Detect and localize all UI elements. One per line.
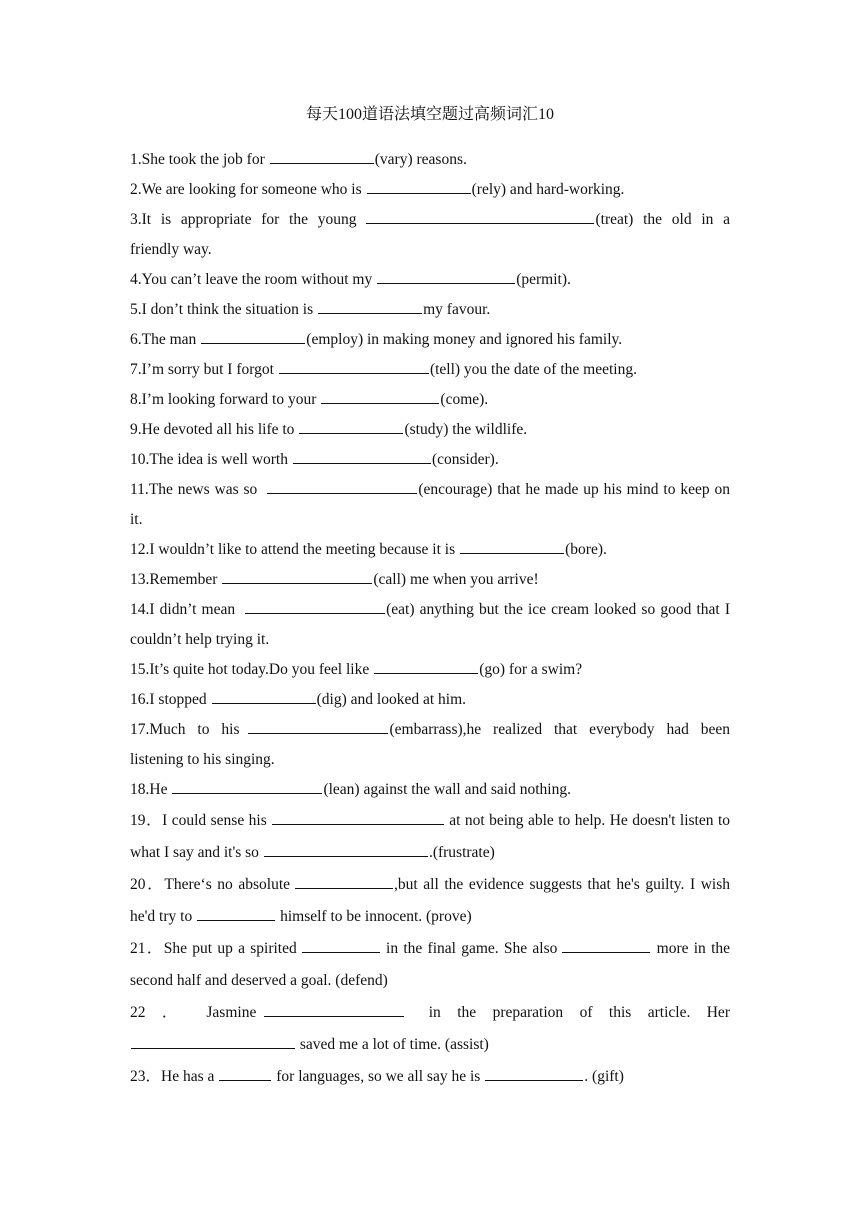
question-text: You can’t leave the room without my: [141, 271, 373, 288]
question-text: I wouldn’t like to attend the meeting because it is: [149, 541, 456, 558]
question-text: The man: [141, 331, 197, 348]
question-18: [130, 775, 730, 805]
question-text: (study) the wildlife.: [404, 421, 528, 438]
question-number: 7.: [130, 361, 142, 378]
question-text: We are looking for someone who is: [141, 181, 362, 198]
question-20: [130, 869, 730, 933]
question-number: 2.: [130, 181, 142, 198]
question-text: He: [149, 781, 168, 798]
question-number: 22 ．: [130, 1004, 190, 1021]
question-text: my favour.: [423, 301, 491, 318]
question-number: 14.: [130, 601, 150, 618]
question-13: [130, 565, 730, 595]
question-text: He has a: [161, 1068, 215, 1085]
question-text: It is appropriate for the young: [141, 211, 357, 228]
question-text: (bore).: [565, 541, 607, 558]
question-text: (go) for a swim?: [479, 661, 583, 678]
question-3: [130, 205, 730, 265]
question-8: [130, 385, 730, 415]
question-number: 5.: [130, 301, 142, 318]
answer-blank[interactable]: [197, 904, 275, 921]
answer-blank[interactable]: [245, 597, 385, 614]
question-text: I didn’t mean: [149, 601, 236, 618]
question-10: [130, 445, 730, 475]
question-number: 16.: [130, 691, 150, 708]
question-6: [130, 325, 730, 355]
question-text: (rely) and hard-working.: [471, 181, 625, 198]
question-15: [130, 655, 730, 685]
question-text: (employ) in making money and ignored his family.: [306, 331, 623, 348]
question-text: (call) me when you arrive!: [373, 571, 539, 588]
question-text: (vary) reasons.: [374, 151, 467, 168]
question-text: There‘s no absolute: [164, 876, 291, 893]
question-text: at not being able to help. He doesn't listen to what I say and it's so: [130, 812, 730, 861]
question-text: more in the second half and deserved a goal. (defend): [130, 940, 730, 989]
question-number: 20．: [130, 876, 165, 893]
answer-blank[interactable]: [321, 387, 439, 404]
answer-blank[interactable]: [248, 717, 388, 734]
question-list: [130, 145, 730, 1093]
question-text: .(frustrate): [428, 844, 495, 861]
question-22: [130, 997, 730, 1061]
question-text: She put up a spirited: [163, 940, 297, 957]
question-21: [130, 933, 730, 997]
question-16: [130, 685, 730, 715]
answer-blank[interactable]: [374, 657, 478, 674]
question-text: saved me a lot of time. (assist): [299, 1036, 489, 1053]
question-1: [130, 145, 730, 175]
page-title: 每天100道语法填空题过高频词汇10: [305, 106, 554, 123]
question-text: himself to be innocent. (prove): [280, 908, 472, 925]
question-text: (come).: [440, 391, 489, 408]
question-19: [130, 805, 730, 869]
answer-blank[interactable]: [212, 687, 316, 704]
question-7: [130, 355, 730, 385]
answer-blank[interactable]: [201, 327, 305, 344]
answer-blank[interactable]: [264, 1000, 404, 1017]
question-11: [130, 475, 730, 535]
question-text: I’m looking forward to your: [141, 391, 317, 408]
answer-blank[interactable]: [299, 417, 403, 434]
question-12: [130, 535, 730, 565]
answer-blank[interactable]: [485, 1064, 583, 1081]
question-text: . (gift): [584, 1068, 624, 1085]
answer-blank[interactable]: [460, 537, 564, 554]
question-text: Remember: [149, 571, 218, 588]
question-2: [130, 175, 730, 205]
question-number: 3.: [130, 211, 142, 228]
question-number: 1.: [130, 151, 142, 168]
answer-blank[interactable]: [366, 207, 594, 224]
question-text: in the final game. She also: [386, 940, 558, 957]
answer-blank[interactable]: [367, 177, 471, 194]
answer-blank[interactable]: [222, 567, 372, 584]
question-number: 11.: [130, 481, 149, 498]
question-text: (tell) you the date of the meeting.: [429, 361, 637, 378]
answer-blank[interactable]: [272, 808, 444, 825]
answer-blank[interactable]: [377, 267, 515, 284]
answer-blank[interactable]: [295, 872, 393, 889]
question-number: 13.: [130, 571, 150, 588]
question-text: Much to his: [149, 721, 240, 738]
question-number: 18.: [130, 781, 150, 798]
answer-blank[interactable]: [318, 297, 422, 314]
answer-blank[interactable]: [279, 357, 429, 374]
answer-blank[interactable]: [264, 840, 428, 857]
answer-blank[interactable]: [267, 477, 417, 494]
question-number: 19．: [130, 812, 163, 829]
question-text: ,but all the evidence suggests that he's guilty. I wish he'd try to: [130, 876, 730, 925]
question-number: 17.: [130, 721, 150, 738]
answer-blank[interactable]: [131, 1032, 295, 1049]
answer-blank[interactable]: [270, 147, 374, 164]
question-text: She took the job for: [141, 151, 265, 168]
answer-blank[interactable]: [302, 936, 380, 953]
question-text: (embarrass),he realized that everybody had been listening to his singing.: [130, 721, 730, 768]
question-23: [130, 1061, 730, 1093]
question-5: [130, 295, 730, 325]
question-text: (treat) the old in a friendly way.: [130, 211, 730, 258]
answer-blank[interactable]: [219, 1064, 271, 1081]
question-text: (dig) and looked at him.: [316, 691, 467, 708]
question-number: 12.: [130, 541, 150, 558]
question-text: He devoted all his life to: [141, 421, 295, 438]
question-text: I stopped: [149, 691, 207, 708]
question-text: (consider).: [431, 451, 499, 468]
question-text: (permit).: [516, 271, 571, 288]
question-text: in the preparation of this article. Her: [428, 1004, 730, 1021]
question-number: 10.: [130, 451, 150, 468]
answer-blank[interactable]: [293, 447, 431, 464]
question-4: [130, 265, 730, 295]
question-9: [130, 415, 730, 445]
question-text: I could sense his: [162, 812, 267, 829]
question-text: for languages, so we all say he is: [276, 1068, 481, 1085]
question-number: 21．: [130, 940, 164, 957]
question-number: 23．: [130, 1068, 162, 1085]
question-text: The news was so: [148, 481, 258, 498]
question-text: Jasmine: [206, 1004, 257, 1021]
question-text: The idea is well worth: [149, 451, 288, 468]
question-text: I don’t think the situation is: [141, 301, 314, 318]
answer-blank[interactable]: [172, 777, 322, 794]
question-number: 4.: [130, 271, 142, 288]
question-14: [130, 595, 730, 655]
question-17: [130, 715, 730, 775]
question-text: It’s quite hot today.Do you feel like: [149, 661, 370, 678]
question-number: 15.: [130, 661, 150, 678]
question-number: 9.: [130, 421, 142, 438]
question-text: (eat) anything but the ice cream looked so good that I couldn’t help trying it.: [130, 601, 730, 648]
question-number: 6.: [130, 331, 142, 348]
question-number: 8.: [130, 391, 142, 408]
question-text: (encourage) that he made up his mind to keep on it.: [130, 481, 730, 528]
answer-blank[interactable]: [562, 936, 650, 953]
question-text: (lean) against the wall and said nothing.: [323, 781, 571, 798]
question-text: I’m sorry but I forgot: [141, 361, 274, 378]
